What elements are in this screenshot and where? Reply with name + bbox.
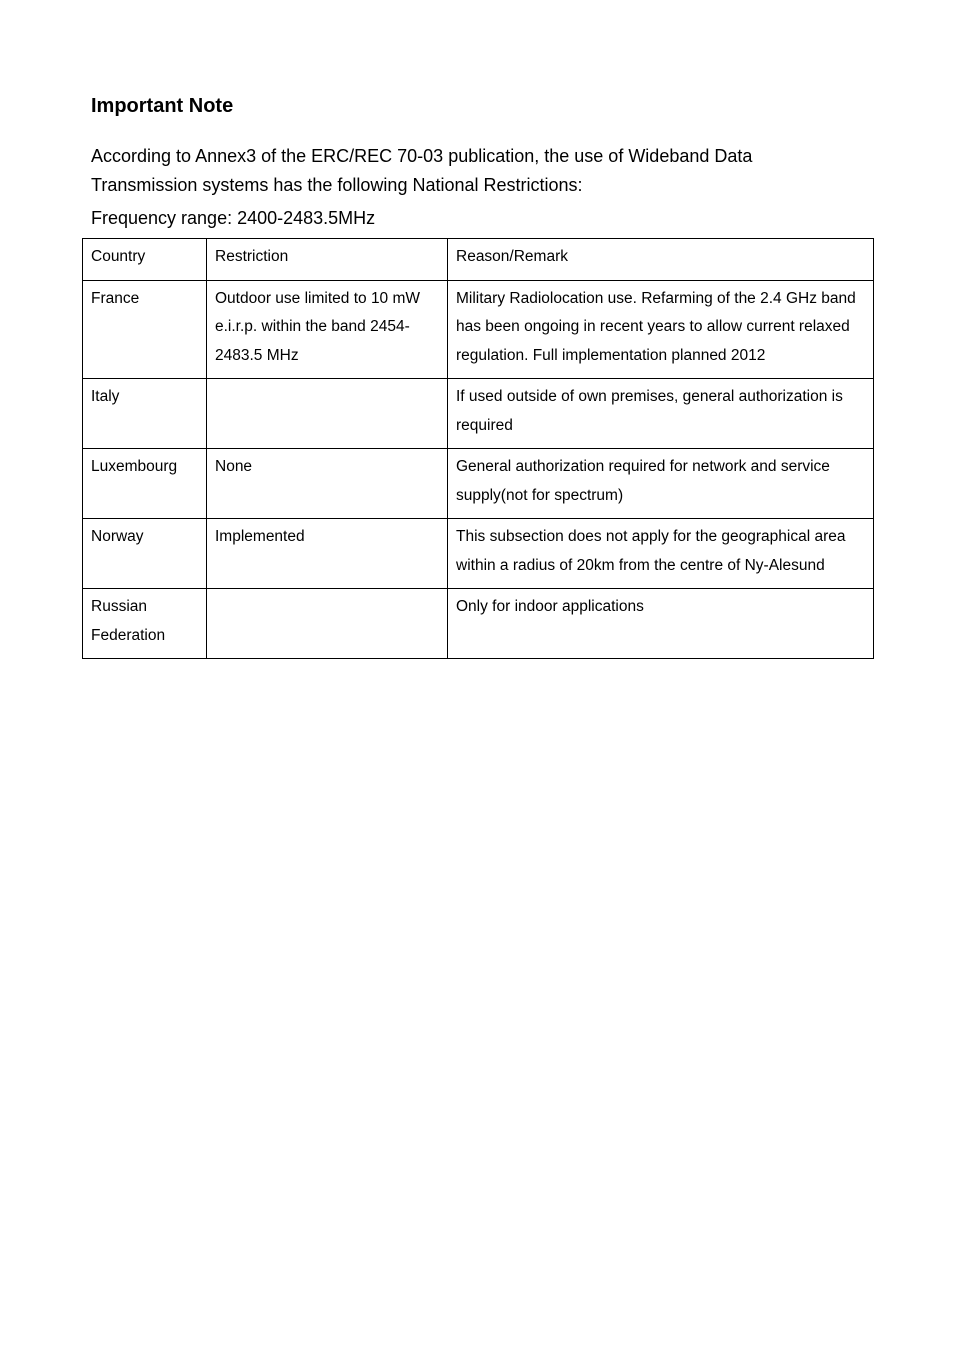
cell-restriction: [207, 589, 448, 659]
table-row: [83, 379, 874, 449]
table-row: [83, 589, 874, 659]
cell-country: France: [83, 280, 207, 379]
cell-restriction: Outdoor use limited to 10 mW e.i.r.p. within the band 2454-2483.5 MHz: [207, 280, 448, 379]
table-row: [83, 519, 874, 589]
cell-remark: Military Radiolocation use. Refarming of the 2.4 GHz band has been ongoing in recent years to allow current relaxed regulation. Full implementation planned 2012: [448, 280, 874, 379]
cell-country: Russian Federation: [83, 589, 207, 659]
header-reason-remark: Reason/Remark: [448, 239, 874, 281]
cell-country: Norway: [83, 519, 207, 589]
cell-country: Italy: [83, 379, 207, 449]
cell-restriction: Implemented: [207, 519, 448, 589]
table-header-row: [83, 239, 874, 281]
cell-country: Luxembourg: [83, 449, 207, 519]
intro-paragraph: According to Annex3 of the ERC/REC 70-03 publication, the use of Wideband Data Transmission systems has the following National Restrictions:: [91, 146, 753, 195]
page-title: Important Note: [91, 95, 234, 117]
cell-remark: General authorization required for network and service supply(not for spectrum): [448, 449, 874, 519]
frequency-range-text: Frequency range: 2400-2483.5MHz: [91, 208, 376, 228]
cell-remark: If used outside of own premises, general authorization is required: [448, 379, 874, 449]
table-row: [83, 280, 874, 379]
cell-remark: This subsection does not apply for the geographical area within a radius of 20km from the centre of Ny-Alesund: [448, 519, 874, 589]
table-row: [83, 449, 874, 519]
cell-restriction: None: [207, 449, 448, 519]
cell-restriction: [207, 379, 448, 449]
national-restrictions-table: [82, 238, 874, 659]
header-restriction: Restriction: [207, 239, 448, 281]
header-country: Country: [83, 239, 207, 281]
cell-remark: Only for indoor applications: [448, 589, 874, 659]
